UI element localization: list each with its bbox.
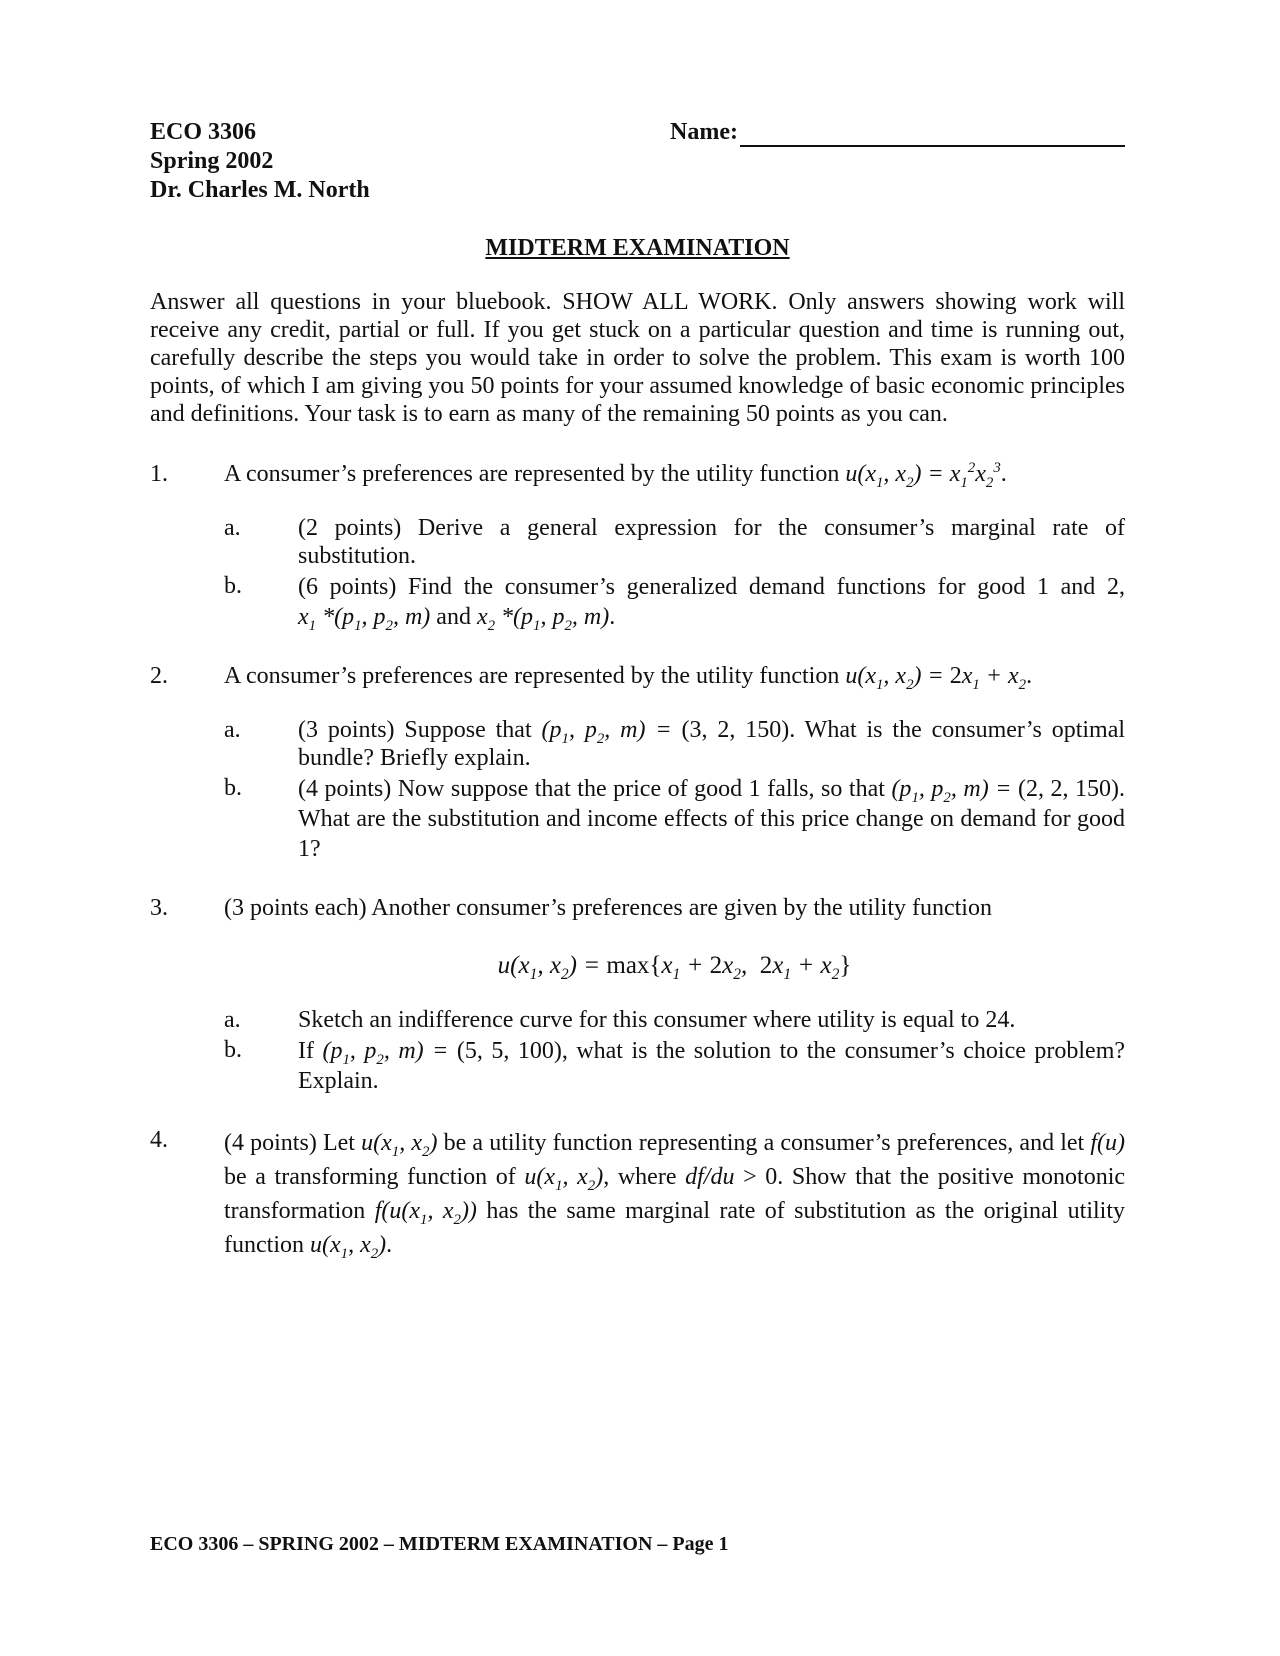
exam-page bbox=[150, 118, 1125, 1290]
part-letter: a. bbox=[224, 515, 241, 541]
question-prompt: be a utility function representing a consumer’s preferences, and let bbox=[443, 1130, 1085, 1156]
utility-function-formula: $u(x_1$, $x_2) = x_1^2x_2^3$ bbox=[845, 460, 1001, 491]
question-part bbox=[224, 1036, 1125, 1096]
part-text bbox=[298, 774, 1125, 864]
part-letter: b. bbox=[224, 573, 242, 599]
question-text: (3 points each) Another consumer’s preferences are given by the utility function bbox=[224, 895, 992, 921]
question-part bbox=[224, 716, 1125, 772]
question-1 bbox=[150, 460, 1125, 634]
exam-title: MIDTERM EXAMINATION bbox=[485, 235, 790, 261]
question-number: 4. bbox=[150, 1127, 168, 1153]
question-body bbox=[224, 460, 1125, 634]
part-text: Sketch an indifference curve for this consumer where utility is equal to 24. bbox=[298, 1007, 1016, 1033]
question-prompt: A consumer’s preferences are represented by the utility function bbox=[224, 461, 840, 487]
question-part bbox=[224, 774, 1125, 864]
question-part bbox=[224, 1006, 1125, 1034]
part-letter: b. bbox=[224, 775, 242, 801]
utility-function-formula: $u(x_1$, $x_2$) bbox=[361, 1130, 438, 1160]
question-prompt: , where bbox=[603, 1164, 677, 1190]
question-number: 3. bbox=[150, 895, 168, 921]
question-prompt: A consumer’s preferences are represented by the utility function bbox=[224, 663, 840, 689]
part-text: (6 points) Find the consumer’s generalized demand functions for good 1 and 2, $x_1$ $*(p_1$, $p_2$, m) and $x_2$ $*(p_1$, $p_2$, m). bbox=[298, 574, 1125, 634]
price-income-formula: ($p_1$, $p_2$, m) = (2, 2, 150) bbox=[891, 776, 1119, 806]
demand-function-formula: $x_1$ $*(p_1$, $p_2$, m) bbox=[298, 604, 431, 634]
price-income-formula: ($p_1$, $p_2$, m) = (5, 5, 100) bbox=[322, 1038, 562, 1068]
question-2 bbox=[150, 662, 1125, 866]
utility-function-formula: $u(x_1$, $x_2) = 2x_1 + x_2$ bbox=[845, 663, 1027, 693]
student-name-field bbox=[670, 118, 1125, 147]
name-blank-line bbox=[740, 123, 1125, 147]
utility-function-display-equation: $u(x_1$, $x_2) = \max\{x_1 + 2x_2$, $2x_1 + x_2$} bbox=[497, 952, 852, 983]
course-term: Spring 2002 bbox=[150, 148, 274, 174]
question-prompt: (4 points) Let bbox=[224, 1130, 355, 1156]
utility-function-formula: $u(x_1$, $x_2$) bbox=[524, 1164, 604, 1194]
part-letter: b. bbox=[224, 1037, 242, 1063]
part-letter: a. bbox=[224, 717, 241, 743]
question-body bbox=[224, 1126, 1125, 1262]
derivative-condition-formula: df/du > 0 bbox=[685, 1164, 778, 1190]
instructor-name: Dr. Charles M. North bbox=[150, 177, 370, 203]
question-prompt: be a transforming function of bbox=[224, 1164, 516, 1190]
question-4 bbox=[150, 1126, 1125, 1262]
transform-function-formula: f(u) bbox=[1090, 1130, 1126, 1156]
part-prompt: If bbox=[298, 1038, 314, 1064]
question-part bbox=[224, 572, 1125, 632]
part-prompt-continued: , what is the solution to the consumer’s choice problem? Explain. bbox=[298, 1038, 1126, 1094]
question-body bbox=[224, 662, 1125, 866]
question-text: (4 points) Let $u(x_1$, $x_2$) be a utility function representing a consumer’s preferences, and let f(u) be a transforming function of $u(x_1$, $x_2$), where df/du > 0. Show that the positive monotonic transformation $f(u(x_1$, $x_2$)) has the same marginal rate of substitution as the original utility function $u(x_1$, $x_2$). bbox=[224, 1130, 1126, 1262]
name-label: Name: bbox=[670, 119, 738, 145]
part-prompt: (6 points) Find the consumer’s generalized demand functions for good 1 and 2, bbox=[298, 574, 1125, 600]
transformed-utility-formula: $f(u(x_1$, $x_2$)) bbox=[374, 1198, 477, 1228]
demand-function-formula: $x_2$ $*(p_1$, $p_2$, m) bbox=[476, 604, 610, 634]
question-parts bbox=[224, 514, 1125, 632]
exam-header bbox=[150, 118, 1125, 208]
course-code: ECO 3306 bbox=[150, 119, 257, 145]
part-letter: a. bbox=[224, 1007, 241, 1033]
question-number: 2. bbox=[150, 663, 168, 689]
utility-function-formula: $u(x_1$, $x_2$) bbox=[309, 1232, 387, 1262]
part-connector: and bbox=[436, 604, 471, 630]
question-3 bbox=[150, 894, 1125, 1098]
part-prompt: (3 points) Suppose that bbox=[298, 717, 532, 743]
question-part bbox=[224, 514, 1125, 570]
part-prompt-continued: . What are the substitution and income effects of this price change on demand for good 1? bbox=[298, 776, 1125, 862]
question-text: A consumer’s preferences are represented by the utility function $u(x_1$, $x_2) = 2x_1 + x_2$. bbox=[224, 663, 1033, 693]
question-body bbox=[224, 894, 1125, 1098]
part-text bbox=[298, 716, 1125, 772]
question-prompt: has the same marginal rate of substitution as the original utility function bbox=[224, 1198, 1126, 1258]
part-text bbox=[298, 1036, 1125, 1096]
question-prompt: . Show that the positive monotonic transformation bbox=[224, 1164, 1126, 1224]
page-footer: ECO 3306 – SPRING 2002 – MIDTERM EXAMINATION – Page 1 bbox=[150, 1533, 729, 1555]
question-text: A consumer’s preferences are represented by the utility function $u(x_1$, $x_2) = x_1^2x_2^3$. bbox=[224, 460, 1007, 491]
price-income-formula: ($p_1$, $p_2$, m) = (3, 2, 150) bbox=[541, 717, 790, 747]
question-number: 1. bbox=[150, 461, 168, 487]
question-parts bbox=[224, 1006, 1125, 1096]
part-text: (2 points) Derive a general expression for the consumer’s marginal rate of substitution. bbox=[298, 515, 1125, 569]
question-parts bbox=[224, 716, 1125, 864]
exam-instructions: Answer all questions in your bluebook. SHOW ALL WORK. Only answers showing work will receive any credit, partial or full. If you get stuck on a particular question and time is running out, carefully describe the steps you would take in order to solve the problem. This exam is worth 100 points, of which I am giving you 50 points for your assumed knowledge of basic economic principles and definitions. Your task is to earn as many of the remaining 50 points as you can. bbox=[150, 289, 1125, 427]
part-prompt: (4 points) Now suppose that the price of good 1 falls, so that bbox=[298, 776, 885, 802]
part-prompt-continued: . What is the consumer’s optimal bundle? Briefly explain. bbox=[298, 717, 1126, 771]
